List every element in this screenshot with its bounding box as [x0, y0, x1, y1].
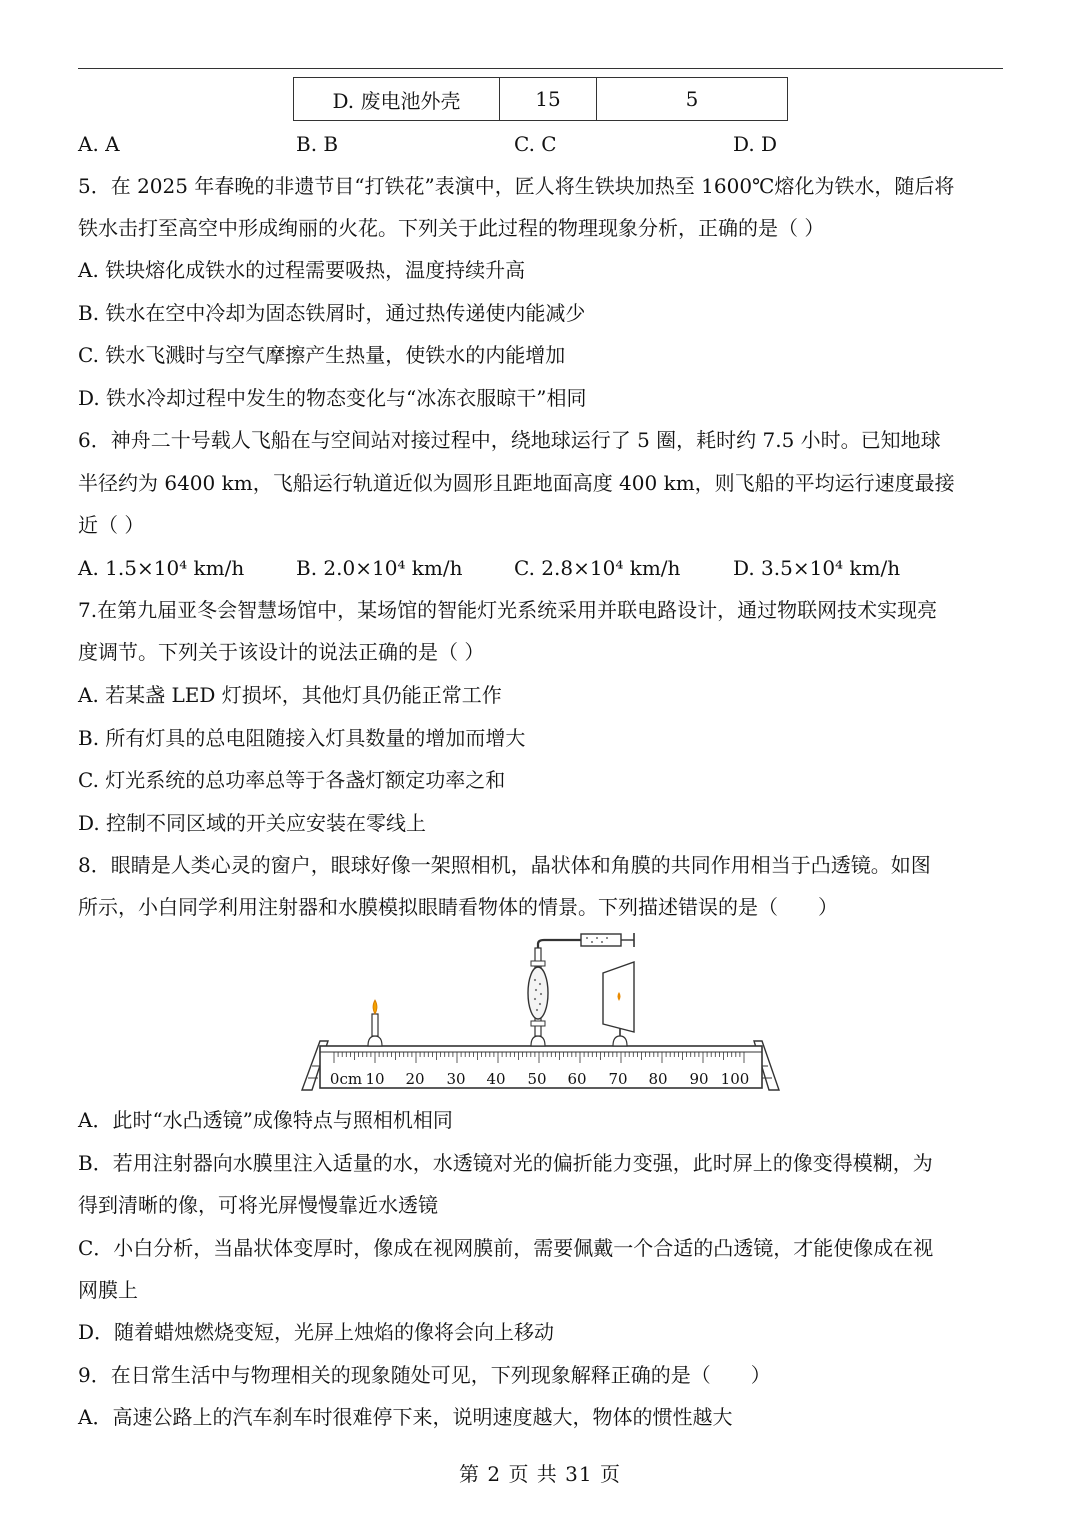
q7-stem-line-1: 7.在第九届亚冬会智慧场馆中，某场馆的智能灯光系统采用并联电路设计，通过物联网技术实现亮: [78, 598, 938, 622]
q8-option-b-line-2: 得到清晰的像，可将光屏慢慢靠近水透镜: [78, 1193, 438, 1217]
table-row: [294, 78, 788, 121]
q8-stem-line-2: 所示，小白同学利用注射器和水膜模拟眼睛看物体的情景。下列描述错误的是（ ）: [78, 895, 838, 919]
q6-stem-line-1: 6．神舟二十号载人飞船在与空间站对接过程中，绕地球运行了 5 圈，耗时约 7.5 小时。已知地球: [78, 428, 941, 452]
table-cell-col2: 15: [500, 78, 597, 121]
scale-label-50: 50: [527, 1070, 547, 1088]
water-membrane-lens: [528, 967, 548, 1019]
q7-stem-line-2: 度调节。下列关于该设计的说法正确的是（ ）: [78, 640, 485, 664]
q6-stem-line-3: 近（ ）: [78, 513, 145, 537]
scale-label-60: 60: [567, 1070, 587, 1088]
scale-label-20: 20: [405, 1070, 425, 1088]
candle-body: [372, 1014, 378, 1036]
q6-option-a: A. 1.5×10⁴ km/h: [78, 556, 245, 580]
candle: [368, 1000, 382, 1046]
syringe-barrel: [581, 934, 621, 946]
table-cell-col3: 5: [597, 78, 788, 121]
header-rule: [78, 68, 1003, 69]
lens-holder: [531, 1036, 545, 1046]
q7-option-c: C. 灯光系统的总功率总等于各盏灯额定功率之和: [78, 768, 506, 792]
q9-option-a: A．高速公路上的汽车刹车时很难停下来，说明速度越大，物体的惯性越大: [78, 1405, 733, 1429]
q5-option-c: C. 铁水飞溅时与空气摩擦产生热量，使铁水的内能增加: [78, 343, 566, 367]
q8-option-c-line-2: 网膜上: [78, 1278, 138, 1302]
q4-option-b: B. B: [296, 132, 339, 156]
q6-stem-line-2: 半径约为 6400 km，飞船运行轨道近似为圆形且距地面高度 400 km，则飞船的平均运行速度最接: [78, 471, 955, 495]
page-footer: 第 2 页 共 31 页: [459, 1462, 621, 1486]
scale-label-80: 80: [648, 1070, 668, 1088]
q7-option-d: D. 控制不同区域的开关应安装在零线上: [78, 811, 427, 835]
scale-label-0cm: 0cm: [329, 1070, 363, 1088]
scale-label-100: 100: [720, 1070, 750, 1088]
answer-table-fragment: [293, 77, 788, 121]
scale-label-10: 10: [365, 1070, 385, 1088]
q8-option-a: A．此时“水凸透镜”成像特点与照相机相同: [78, 1108, 453, 1132]
q5-option-a: A. 铁块熔化成铁水的过程需要吸热，温度持续升高: [78, 258, 526, 282]
syringe-tube: [538, 940, 581, 948]
q8-stem-line-1: 8．眼睛是人类心灵的窗户，眼球好像一架照相机，晶状体和角膜的共同作用相当于凸透镜。如图: [78, 853, 931, 877]
light-screen: [603, 962, 634, 1046]
q8-option-c-line-1: C．小白分析，当晶状体变厚时，像成在视网膜前，需要佩戴一个合适的凸透镜，才能使像成在视: [78, 1236, 934, 1260]
scale-label-90: 90: [689, 1070, 709, 1088]
q4-option-d: D. D: [733, 132, 778, 156]
scale-label-30: 30: [446, 1070, 466, 1088]
q5-stem-line-1: 5．在 2025 年春晚的非遗节目“打铁花”表演中，匠人将生铁块加热至 1600℃熔化为铁水，随后将: [78, 174, 955, 198]
q6-option-d: D. 3.5×10⁴ km/h: [733, 556, 901, 580]
q5-option-b: B. 铁水在空中冷却为固态铁屑时，通过热传递使内能减少: [78, 301, 586, 325]
q8-option-b-line-1: B．若用注射器向水膜里注入适量的水，水透镜对光的偏折能力变强，此时屏上的像变得模糊，为: [78, 1151, 933, 1175]
scale-label-40: 40: [486, 1070, 506, 1088]
q5-stem-line-2: 铁水击打至高空中形成绚丽的火花。下列关于此过程的物理现象分析，正确的是（ ）: [78, 216, 825, 240]
optical-bench-figure: [298, 928, 783, 1093]
q4-option-c: C. C: [514, 132, 557, 156]
table-cell-item: D. 废电池外壳: [294, 78, 500, 121]
q8-option-d: D．随着蜡烛燃烧变短，光屏上烛焰的像将会向上移动: [78, 1320, 555, 1344]
q4-option-a: A. A: [78, 132, 120, 156]
q9-stem: 9．在日常生活中与物理相关的现象随处可见，下列现象解释正确的是（ ）: [78, 1363, 771, 1387]
q5-option-d: D. 铁水冷却过程中发生的物态变化与“冰冻衣服晾干”相同: [78, 386, 587, 410]
candle-flame-icon: [373, 1000, 377, 1014]
scale-label-70: 70: [608, 1070, 628, 1088]
q7-option-b: B. 所有灯具的总电阻随接入灯具数量的增加而增大: [78, 726, 526, 750]
lens-clamp-bottom: [531, 1021, 545, 1026]
screen-holder: [613, 1036, 627, 1046]
lens-clamp-top: [531, 961, 545, 966]
q7-option-a: A. 若某盏 LED 灯损坏，其他灯具仍能正常工作: [78, 683, 502, 707]
candle-holder: [368, 1036, 382, 1046]
q6-option-b: B. 2.0×10⁴ km/h: [296, 556, 463, 580]
q6-option-c: C. 2.8×10⁴ km/h: [514, 556, 681, 580]
